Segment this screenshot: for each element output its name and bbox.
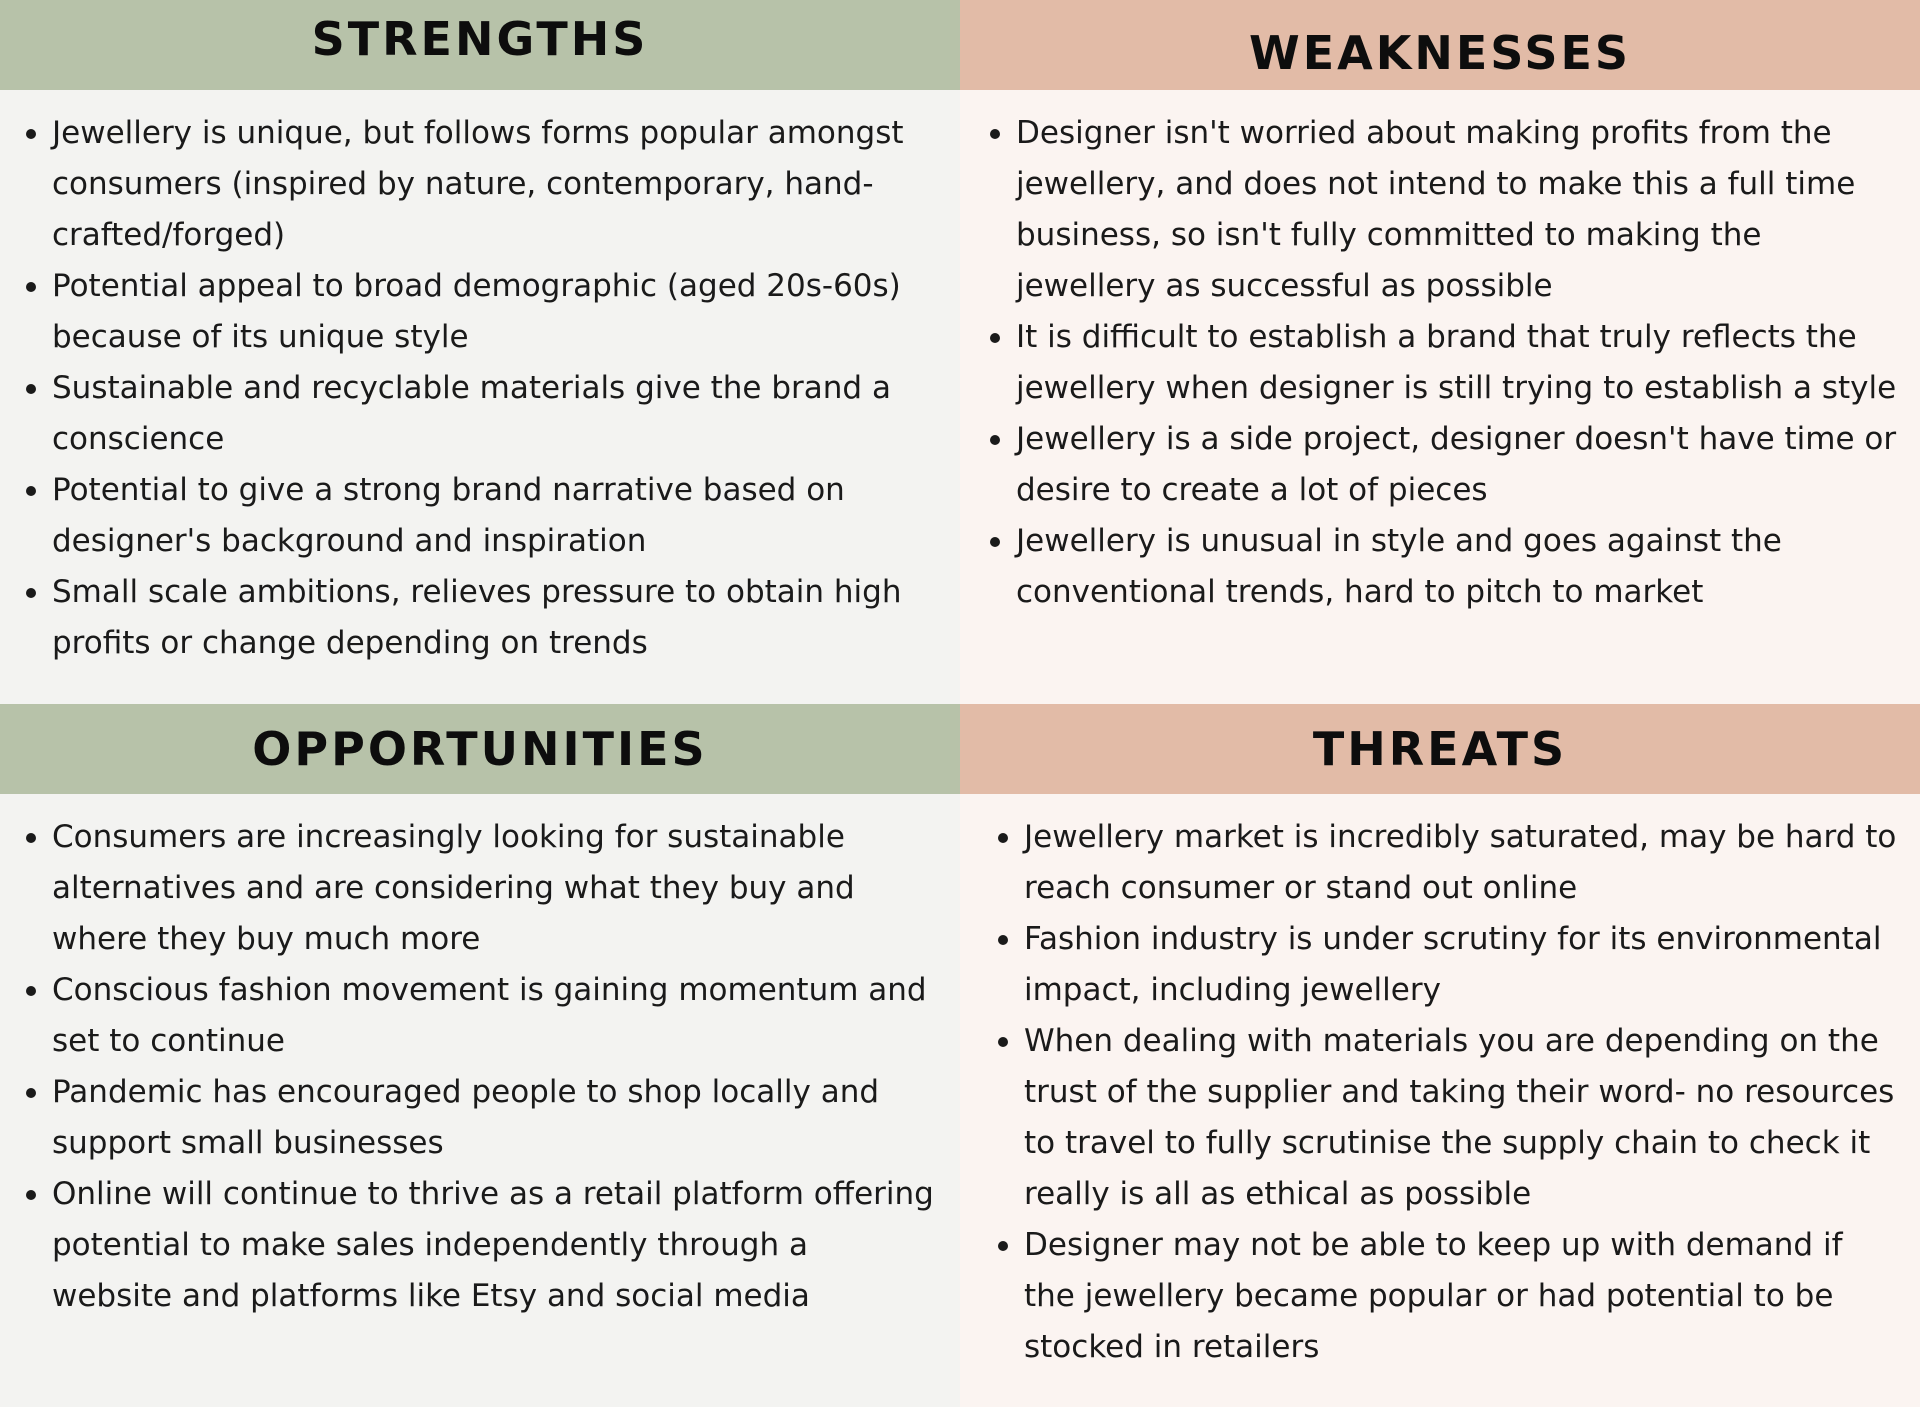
bullet-icon <box>26 986 36 996</box>
list-item-text: Potential to give a strong brand narrative based on designer's background and inspiration <box>52 472 845 559</box>
bullet-icon <box>26 588 36 598</box>
bullet-icon <box>998 833 1008 843</box>
weaknesses-list <box>960 90 1920 618</box>
bullet-icon <box>26 129 36 139</box>
list-item-text: Online will continue to thrive as a retail platform offering potential to make sales independently through a website and platforms like Etsy and social media <box>52 1176 934 1314</box>
list-item <box>52 1169 936 1322</box>
list-item-text: Conscious fashion movement is gaining momentum and set to continue <box>52 972 927 1059</box>
bullet-icon <box>990 333 1000 343</box>
list-item <box>1024 1016 1902 1220</box>
weaknesses-quadrant <box>960 0 1920 704</box>
list-item <box>1024 812 1902 914</box>
list-item-text: Designer may not be able to keep up with demand if the jewellery became popular or had potential to be stocked in retailers <box>1024 1227 1843 1365</box>
opportunities-header <box>0 704 960 794</box>
bullet-icon <box>990 435 1000 445</box>
bullet-icon <box>26 1088 36 1098</box>
list-item-text: Small scale ambitions, relieves pressure to obtain high profits or change depending on trends <box>52 574 902 661</box>
list-item-text: When dealing with materials you are depending on the trust of the supplier and taking their word- no resources to travel to fully scrutinise the supply chain to check it really is all as ethical as possible <box>1024 1023 1895 1212</box>
strengths-title: STRENGTHS <box>311 12 649 66</box>
threats-title: THREATS <box>1312 722 1568 776</box>
strengths-quadrant <box>0 0 960 704</box>
list-item <box>1016 516 1906 618</box>
list-item-text: Consumers are increasingly looking for sustainable alternatives and are considering what they buy and where they buy much more <box>52 819 855 957</box>
bullet-icon <box>998 1241 1008 1251</box>
bullet-icon <box>26 1190 36 1200</box>
list-item-text: Fashion industry is under scrutiny for its environmental impact, including jewellery <box>1024 921 1882 1008</box>
list-item-text: Pandemic has encouraged people to shop locally and support small businesses <box>52 1074 880 1161</box>
list-item <box>52 363 936 465</box>
threats-quadrant <box>960 704 1920 1407</box>
list-item <box>52 567 936 669</box>
list-item-text: Jewellery is unusual in style and goes against the conventional trends, hard to pitch to market <box>1016 523 1782 610</box>
threats-list <box>960 794 1920 1373</box>
bullet-icon <box>998 1037 1008 1047</box>
opportunities-list <box>0 794 960 1322</box>
list-item <box>1016 414 1906 516</box>
bullet-icon <box>26 486 36 496</box>
strengths-header <box>0 0 960 90</box>
list-item <box>1016 108 1906 312</box>
list-item <box>52 965 936 1067</box>
list-item <box>1024 914 1902 1016</box>
list-item-text: Jewellery market is incredibly saturated, may be hard to reach consumer or stand out online <box>1024 819 1897 906</box>
list-item <box>1016 312 1906 414</box>
list-item <box>52 812 936 965</box>
bullet-icon <box>998 935 1008 945</box>
weaknesses-header <box>960 0 1920 90</box>
opportunities-title: OPPORTUNITIES <box>252 722 708 776</box>
list-item-text: Jewellery is unique, but follows forms popular amongst consumers (inspired by nature, contemporary, hand-crafted/forged) <box>52 115 904 253</box>
bullet-icon <box>990 129 1000 139</box>
weaknesses-title: WEAKNESSES <box>1248 26 1632 80</box>
opportunities-quadrant <box>0 704 960 1407</box>
bullet-icon <box>26 282 36 292</box>
list-item <box>1024 1220 1902 1373</box>
list-item <box>52 108 936 261</box>
list-item-text: Designer isn't worried about making profits from the jewellery, and does not intend to make this a full time business, so isn't fully committed to making the jewellery as successful as possible <box>1016 115 1856 304</box>
list-item <box>52 1067 936 1169</box>
strengths-list <box>0 90 960 669</box>
list-item-text: Jewellery is a side project, designer doesn't have time or desire to create a lot of pieces <box>1016 421 1897 508</box>
list-item <box>52 261 936 363</box>
list-item-text: Sustainable and recyclable materials give the brand a conscience <box>52 370 891 457</box>
bullet-icon <box>26 384 36 394</box>
list-item <box>52 465 936 567</box>
threats-header <box>960 704 1920 794</box>
list-item-text: Potential appeal to broad demographic (aged 20s-60s) because of its unique style <box>52 268 901 355</box>
bullet-icon <box>26 833 36 843</box>
list-item-text: It is difficult to establish a brand that truly reflects the jewellery when designer is still trying to establish a style <box>1016 319 1897 406</box>
bullet-icon <box>990 537 1000 547</box>
